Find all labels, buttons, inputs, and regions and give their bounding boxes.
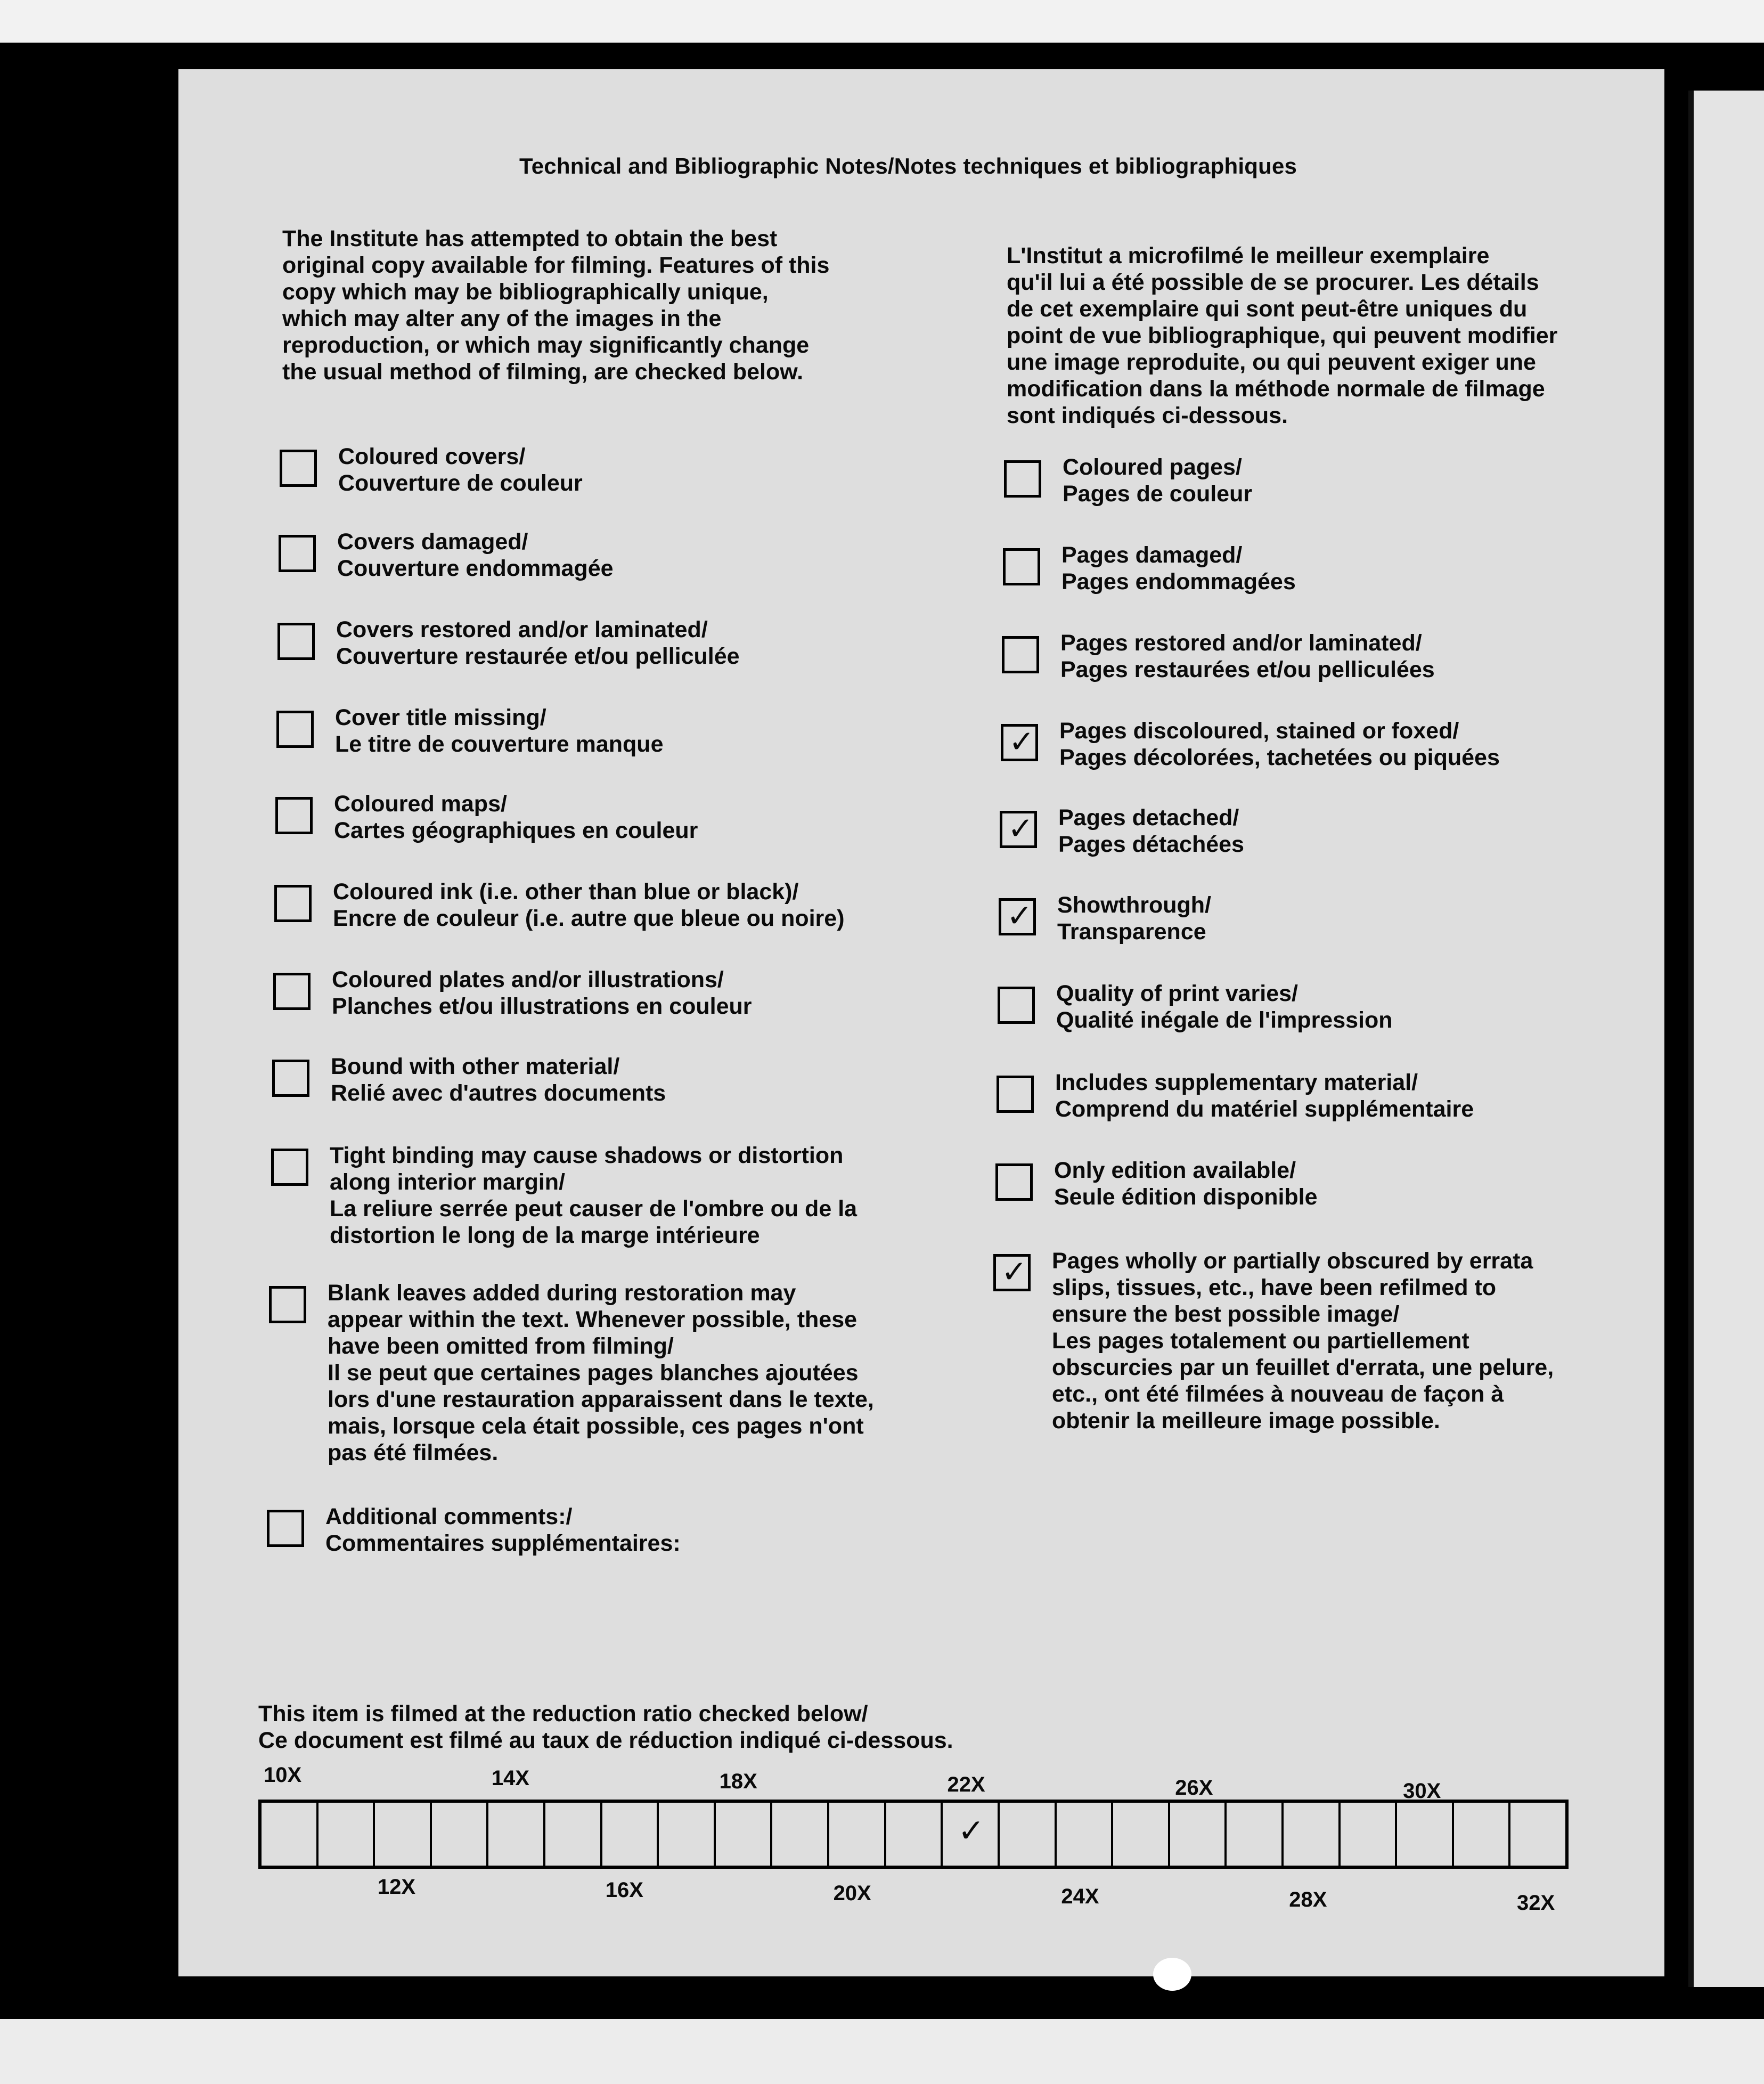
checkbox[interactable] [277,623,315,660]
checkbox[interactable] [993,1254,1031,1291]
checkbox[interactable] [1003,548,1040,585]
adjacent-page-edge [1688,91,1694,1987]
checkbox[interactable] [271,1149,308,1186]
scale-label: 30X [1403,1779,1441,1803]
checklist-label: Cover title missing/ Le titre de couverture manque [335,705,664,757]
checklist-label: Covers damaged/ Couverture endommagée [337,529,614,581]
scale-label: 32X [1517,1891,1555,1915]
ratio-cell[interactable] [1170,1803,1227,1866]
checklist-label: Coloured covers/ Couverture de couleur [338,444,583,496]
ratio-cell[interactable] [772,1803,829,1866]
scan-bottom-margin [0,2019,1764,2084]
checklist-label: Pages detached/ Pages détachées [1058,805,1244,857]
ratio-cell[interactable] [1284,1803,1341,1866]
ratio-cell[interactable] [1057,1803,1114,1866]
checkbox[interactable] [997,1076,1034,1113]
reduction-ratio-note: This item is filmed at the reduction ratio checked below/ Ce document est filmé au taux de réduction indiqué ci-dessous. [258,1701,953,1753]
checklist-label: Pages discoloured, stained or foxed/ Pages décolorées, tachetées ou piquées [1059,718,1500,770]
checklist-label: Showthrough/ Transparence [1057,892,1211,945]
scan-blot [1153,1958,1191,1991]
adjacent-page [1694,91,1764,1987]
checkbox[interactable] [274,885,312,922]
checkbox[interactable] [279,535,316,572]
scale-label: 14X [491,1766,529,1790]
scale-label: 18X [719,1770,757,1793]
scale-label: 10X [264,1763,302,1787]
scale-label: 24X [1061,1885,1099,1908]
checkbox[interactable] [275,797,313,834]
checklist-label: Bound with other material/ Relié avec d'autres documents [331,1054,666,1106]
ratio-cell[interactable] [1227,1803,1284,1866]
checklist-label: Pages restored and/or laminated/ Pages restaurées et/ou pelliculées [1060,630,1435,682]
intro-english: The Institute has attempted to obtain the best original copy available for filming. Features of this copy which may be bibliographically unique, which may alter any of the images in the reproduction, or which may significantly change the usual method of filming, are checked below. [282,226,830,385]
scan-top-margin [0,0,1764,43]
scale-label: 28X [1289,1888,1327,1911]
ratio-cell[interactable] [943,1803,1000,1866]
reduction-ratio-grid [258,1800,1569,1869]
checkbox[interactable] [269,1286,306,1323]
scale-label: 16X [605,1878,643,1902]
checkbox[interactable] [272,1060,309,1097]
checkbox[interactable] [1000,811,1037,848]
check-mark-icon: ✓ [1008,811,1034,846]
checkbox[interactable] [1004,460,1041,498]
checklist-label: Covers restored and/or laminated/ Couverture restaurée et/ou pelliculée [336,617,740,669]
check-mark-icon: ✓ [1001,1255,1027,1289]
checklist-label: Pages wholly or partially obscured by errata slips, tissues, etc., have been refilmed to ensure the best possible image/ Les pages totalement ou partiellement obscurcies par un feuillet d'errata, une pelure, etc., ont été filmées à nouveau de façon à obtenir la meilleure image possible. [1052,1248,1554,1434]
ratio-cell[interactable] [1341,1803,1398,1866]
checkbox[interactable] [1001,724,1038,761]
ratio-cell[interactable] [1113,1803,1170,1866]
checklist-label: Includes supplementary material/ Comprend du matériel supplémentaire [1055,1070,1474,1122]
ratio-cell[interactable] [602,1803,659,1866]
checkbox[interactable] [998,987,1035,1024]
ratio-cell[interactable] [488,1803,545,1866]
checklist-label: Coloured pages/ Pages de couleur [1063,454,1253,507]
ratio-cell[interactable] [1510,1803,1565,1866]
check-mark-icon: ✓ [1009,724,1035,759]
ratio-cell[interactable] [886,1803,943,1866]
scale-label: 22X [947,1773,985,1796]
checkbox[interactable] [995,1163,1033,1201]
scale-label: 12X [377,1875,416,1899]
ratio-cell[interactable] [375,1803,432,1866]
checkbox[interactable] [1002,636,1039,673]
checklist-label: Quality of print varies/ Qualité inégale de l'impression [1056,981,1393,1033]
checklist-label: Coloured maps/ Cartes géographiques en couleur [334,791,698,843]
checklist-label: Coloured plates and/or illustrations/ Planches et/ou illustrations en couleur [332,967,752,1019]
checkbox[interactable] [999,898,1036,935]
scale-label: 20X [833,1882,871,1905]
checklist-label: Additional comments:/ Commentaires supplémentaires: [325,1504,681,1556]
check-mark-icon: ✓ [958,1813,985,1849]
checklist-label: Only edition available/ Seule édition disponible [1054,1158,1318,1210]
ratio-cell[interactable] [318,1803,375,1866]
intro-french: L'Institut a microfilmé le meilleur exemplaire qu'il lui a été possible de se procurer. Les détails de cet exemplaire qui sont peut-être uniques du point de vue bibliographique, qui peuvent modifier une image reproduite, ou qui peuvent exiger une modification dans la méthode normale de filmage sont indiqués ci-dessous. [1007,243,1558,428]
ratio-cell[interactable] [1454,1803,1511,1866]
ratio-cell[interactable] [432,1803,489,1866]
checklist-label: Coloured ink (i.e. other than blue or black)/ Encre de couleur (i.e. autre que bleue ou noire) [333,879,845,931]
ratio-cell[interactable] [1397,1803,1454,1866]
checklist-label: Tight binding may cause shadows or distortion along interior margin/ La reliure serrée peut causer de l'ombre ou de la distortion le long de la marge intérieure [330,1143,858,1248]
ratio-cell[interactable] [716,1803,773,1866]
checkbox[interactable] [273,973,311,1010]
page-title: Technical and Bibliographic Notes/Notes techniques et bibliographiques [519,153,1297,178]
checkbox[interactable] [276,711,314,748]
ratio-cell[interactable] [829,1803,886,1866]
ratio-cell[interactable] [659,1803,716,1866]
ratio-cell[interactable] [1000,1803,1057,1866]
checkbox[interactable] [267,1510,304,1547]
ratio-cell[interactable] [262,1803,318,1866]
notes-page [178,69,1664,1976]
checklist-label: Pages damaged/ Pages endommagées [1061,542,1296,595]
checkbox[interactable] [280,450,317,487]
scale-label: 26X [1175,1776,1213,1800]
check-mark-icon: ✓ [1007,899,1033,933]
checklist-label: Blank leaves added during restoration may appear within the text. Whenever possible, these have been omitted from filming/ Il se peut que certaines pages blanches ajoutées lors d'une restauration apparaissent dans le texte, mais, lorsque cela était possible, ces pages n'ont pas été filmées. [328,1280,874,1466]
ratio-cell[interactable] [545,1803,602,1866]
